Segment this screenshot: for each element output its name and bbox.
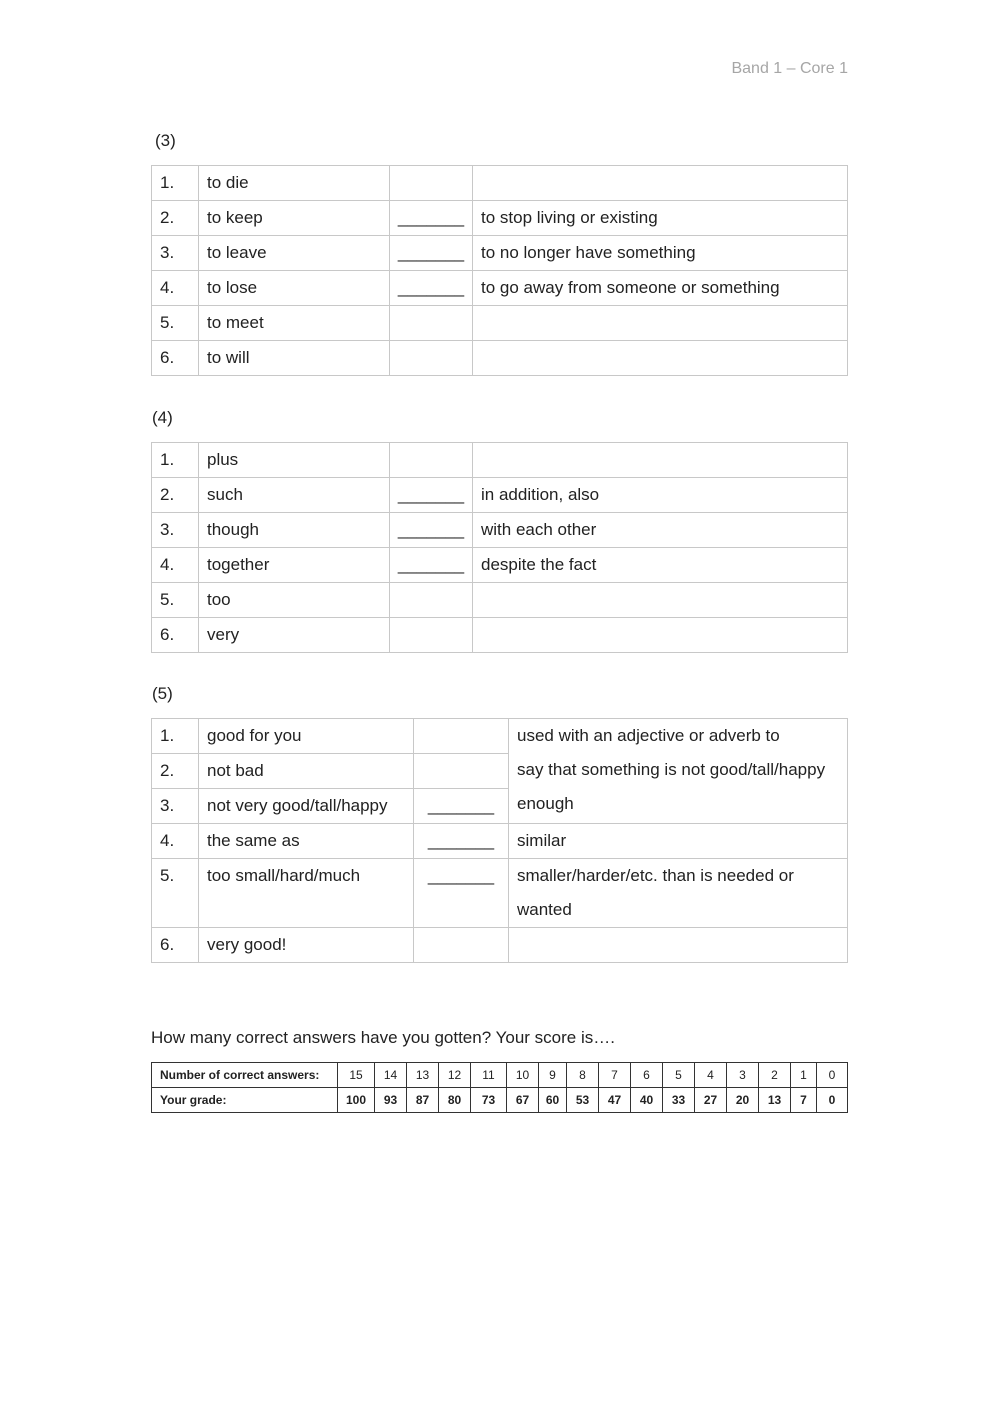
item-definition: similar <box>509 824 848 859</box>
table-row <box>152 236 848 271</box>
answer-blank[interactable]: _______ <box>390 513 473 548</box>
correct-count-cell: 9 <box>539 1063 567 1088</box>
table-row <box>152 306 848 341</box>
correct-count-cell: 1 <box>791 1063 817 1088</box>
answer-blank <box>390 341 473 376</box>
section-3-label: (3) <box>155 131 176 150</box>
section-4-label: (4) <box>152 408 173 427</box>
item-word: to lose <box>199 271 390 306</box>
item-definition <box>473 306 848 341</box>
answer-blank <box>390 166 473 201</box>
correct-count-cell: 6 <box>631 1063 663 1088</box>
item-number: 6. <box>152 618 199 653</box>
table-row <box>152 341 848 376</box>
item-number: 6. <box>152 928 199 963</box>
correct-count-cell: 14 <box>375 1063 407 1088</box>
grade-row <box>152 1088 848 1113</box>
item-number: 2. <box>152 201 199 236</box>
grade-cell: 73 <box>471 1088 507 1113</box>
answer-blank <box>414 928 509 963</box>
item-definition <box>473 341 848 376</box>
item-definition: with each other <box>473 513 848 548</box>
item-word: very <box>199 618 390 653</box>
definition-line: used with an adjective or adverb to <box>517 726 780 745</box>
correct-count-cell: 11 <box>471 1063 507 1088</box>
table-row <box>152 618 848 653</box>
table-row <box>152 859 848 928</box>
item-number: 3. <box>152 789 199 824</box>
item-word: very good! <box>199 928 414 963</box>
table-row <box>152 443 848 478</box>
answer-blank <box>414 754 509 789</box>
grade-cell: 20 <box>727 1088 759 1113</box>
correct-count-cell: 10 <box>507 1063 539 1088</box>
grade-cell: 47 <box>599 1088 631 1113</box>
item-word: though <box>199 513 390 548</box>
answer-blank[interactable]: _______ <box>414 859 509 928</box>
section-3-table <box>151 165 848 376</box>
item-definition <box>473 166 848 201</box>
item-definition: in addition, also <box>473 478 848 513</box>
item-number: 3. <box>152 236 199 271</box>
grade-cell: 93 <box>375 1088 407 1113</box>
table-row <box>152 583 848 618</box>
item-word: plus <box>199 443 390 478</box>
item-definition: to stop living or existing <box>473 201 848 236</box>
grade-cell: 87 <box>407 1088 439 1113</box>
item-definition: despite the fact <box>473 548 848 583</box>
correct-count-cell: 7 <box>599 1063 631 1088</box>
correct-count-cell: 12 <box>439 1063 471 1088</box>
item-word: such <box>199 478 390 513</box>
answer-blank[interactable]: _______ <box>390 271 473 306</box>
item-definition <box>509 859 848 928</box>
answer-blank <box>390 443 473 478</box>
grade-cell: 0 <box>817 1088 848 1113</box>
item-definition <box>473 443 848 478</box>
item-definition <box>473 618 848 653</box>
table-row <box>152 719 848 754</box>
correct-answers-label: Number of correct answers: <box>152 1063 338 1088</box>
grade-table <box>151 1062 848 1113</box>
item-word: together <box>199 548 390 583</box>
answer-blank[interactable]: _______ <box>414 789 509 824</box>
score-question: How many correct answers have you gotten? Your score is…. <box>151 1028 615 1047</box>
definition-line: smaller/harder/etc. than is needed or <box>517 866 794 885</box>
item-word: to keep <box>199 201 390 236</box>
item-definition: to no longer have something <box>473 236 848 271</box>
item-number: 1. <box>152 443 199 478</box>
item-number: 3. <box>152 513 199 548</box>
grade-cell: 53 <box>567 1088 599 1113</box>
correct-count-cell: 8 <box>567 1063 599 1088</box>
definition-line: wanted <box>517 900 572 919</box>
grade-label: Your grade: <box>152 1088 338 1113</box>
correct-count-cell: 15 <box>338 1063 375 1088</box>
grade-cell: 60 <box>539 1088 567 1113</box>
answer-blank[interactable]: _______ <box>390 236 473 271</box>
correct-count-cell: 4 <box>695 1063 727 1088</box>
grade-cell: 100 <box>338 1088 375 1113</box>
definition-line: enough <box>517 794 574 813</box>
item-number: 5. <box>152 306 199 341</box>
item-number: 4. <box>152 271 199 306</box>
grade-cell: 67 <box>507 1088 539 1113</box>
item-number: 5. <box>152 583 199 618</box>
item-word: too <box>199 583 390 618</box>
answer-blank <box>414 719 509 754</box>
grade-cell: 27 <box>695 1088 727 1113</box>
table-row <box>152 513 848 548</box>
item-word: good for you <box>199 719 414 754</box>
item-number: 6. <box>152 341 199 376</box>
table-row <box>152 928 848 963</box>
table-row <box>152 824 848 859</box>
item-number: 5. <box>152 859 199 928</box>
item-word: to die <box>199 166 390 201</box>
item-number: 1. <box>152 166 199 201</box>
answer-blank[interactable]: _______ <box>390 201 473 236</box>
definition-line: say that something is not good/tall/happy <box>517 760 826 779</box>
table-row <box>152 201 848 236</box>
correct-count-cell: 13 <box>407 1063 439 1088</box>
table-row <box>152 271 848 306</box>
item-number: 2. <box>152 754 199 789</box>
item-word: the same as <box>199 824 414 859</box>
answer-blank[interactable]: _______ <box>414 824 509 859</box>
item-word: to will <box>199 341 390 376</box>
item-number: 2. <box>152 478 199 513</box>
correct-count-cell: 5 <box>663 1063 695 1088</box>
answer-blank <box>390 583 473 618</box>
grade-cell: 13 <box>759 1088 791 1113</box>
correct-count-cell: 0 <box>817 1063 848 1088</box>
item-number: 4. <box>152 824 199 859</box>
item-definition: to go away from someone or something <box>473 271 848 306</box>
item-definition <box>509 719 848 824</box>
item-word: too small/hard/much <box>199 859 414 928</box>
item-word: not bad <box>199 754 414 789</box>
table-row <box>152 166 848 201</box>
page-header: Band 1 – Core 1 <box>731 60 848 77</box>
item-word: to meet <box>199 306 390 341</box>
item-number: 4. <box>152 548 199 583</box>
grade-cell: 80 <box>439 1088 471 1113</box>
grade-cell: 7 <box>791 1088 817 1113</box>
item-definition <box>473 583 848 618</box>
section-4-table <box>151 442 848 653</box>
correct-answers-row <box>152 1063 848 1088</box>
section-5-label: (5) <box>152 684 173 703</box>
correct-count-cell: 2 <box>759 1063 791 1088</box>
answer-blank[interactable]: _______ <box>390 548 473 583</box>
item-word: not very good/tall/happy <box>199 789 414 824</box>
answer-blank <box>390 306 473 341</box>
answer-blank <box>390 618 473 653</box>
item-definition <box>509 928 848 963</box>
grade-cell: 40 <box>631 1088 663 1113</box>
item-word: to leave <box>199 236 390 271</box>
answer-blank[interactable]: _______ <box>390 478 473 513</box>
correct-count-cell: 3 <box>727 1063 759 1088</box>
grade-cell: 33 <box>663 1088 695 1113</box>
item-number: 1. <box>152 719 199 754</box>
section-5-table <box>151 718 848 963</box>
table-row <box>152 548 848 583</box>
table-row <box>152 478 848 513</box>
